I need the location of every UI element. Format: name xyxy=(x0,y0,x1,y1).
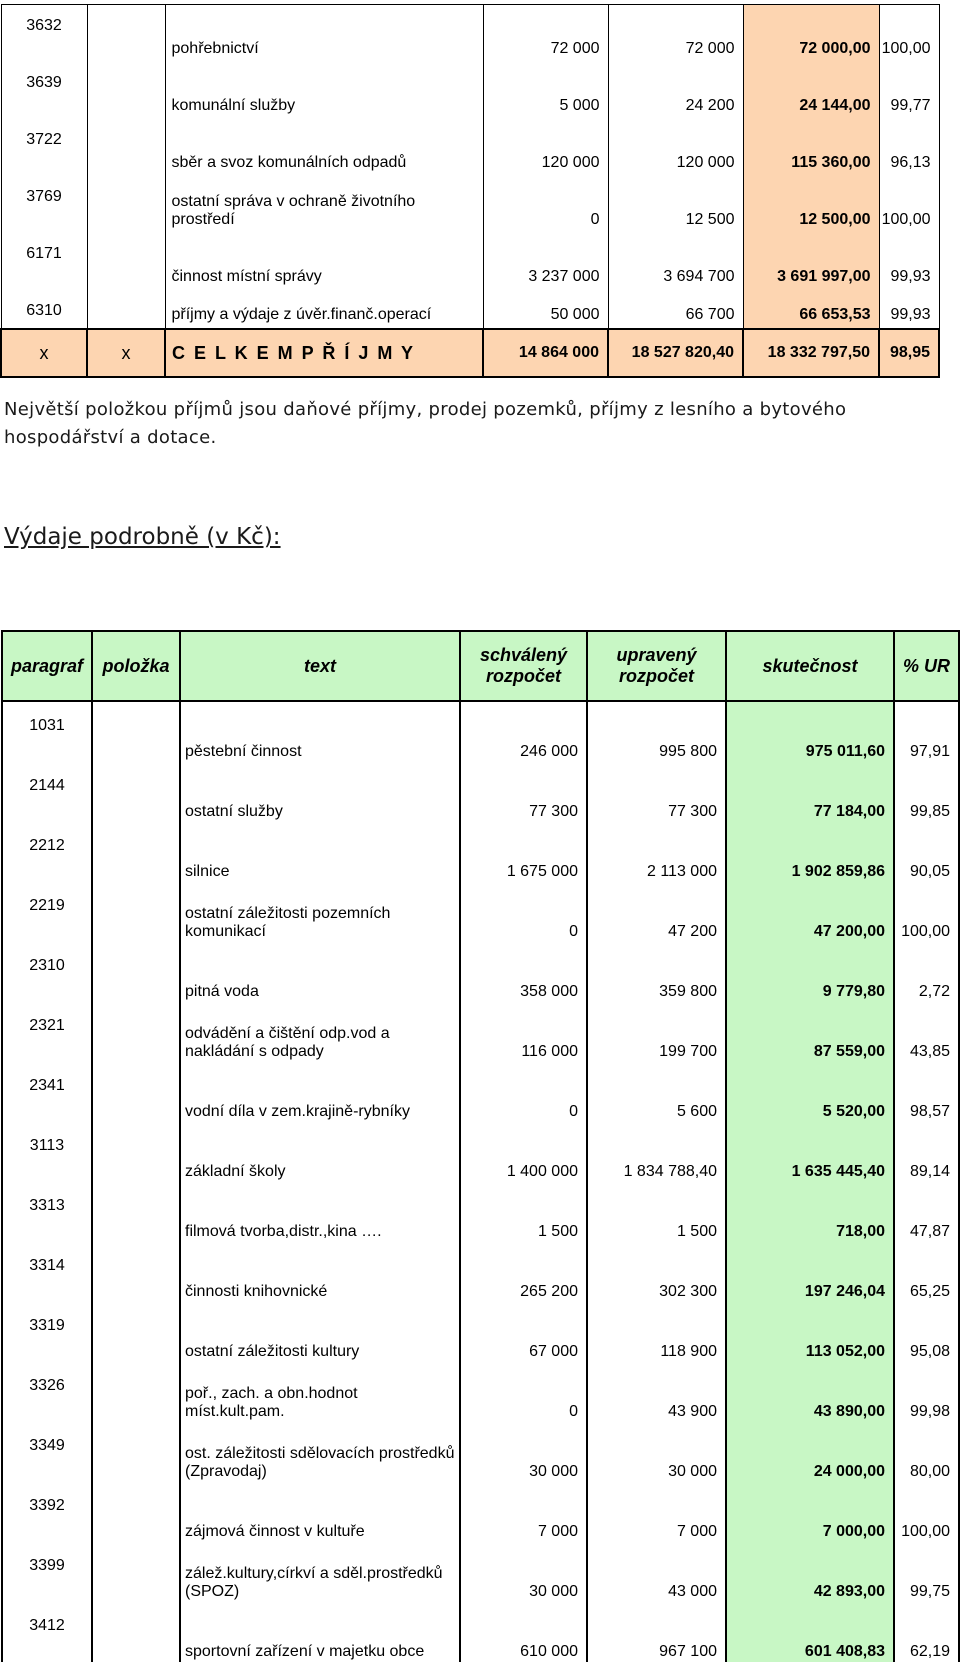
actual-cell: 601 408,83 xyxy=(726,1602,894,1662)
adjusted-cell: 43 900 xyxy=(587,1362,726,1422)
adjusted-cell: 30 000 xyxy=(587,1422,726,1482)
approved-cell: 0 xyxy=(460,1062,587,1122)
actual-cell: 7 000,00 xyxy=(726,1482,894,1542)
paragraf-cell: 3319 xyxy=(2,1302,92,1362)
polozka-cell xyxy=(87,176,165,233)
expense-row xyxy=(2,1242,959,1302)
actual-cell: 42 893,00 xyxy=(726,1542,894,1602)
income-summary-text: Největší položkou příjmů jsou daňové příjmy, prodej pozemků, příjmy z lesního a bytového hospodářství a dotace. xyxy=(4,399,847,448)
actual-cell: 9 779,80 xyxy=(726,942,894,1002)
paragraf-cell: 6310 xyxy=(1,290,87,329)
actual-cell: 1 902 859,86 xyxy=(726,822,894,882)
actual-cell: 3 691 997,00 xyxy=(743,233,879,290)
approved-cell: 1 675 000 xyxy=(460,822,587,882)
adjusted-cell: 77 300 xyxy=(587,762,726,822)
approved-cell: 265 200 xyxy=(460,1242,587,1302)
total-actual: 18 332 797,50 xyxy=(743,329,879,377)
text-cell: sportovní zařízení v majetku obce xyxy=(180,1602,460,1662)
percent-cell: 95,08 xyxy=(894,1302,959,1362)
expense-row xyxy=(2,1302,959,1362)
polozka-cell xyxy=(92,1422,180,1482)
header-percent-ur: % UR xyxy=(894,631,959,701)
total-percent: 98,95 xyxy=(879,329,939,377)
adjusted-cell: 12 500 xyxy=(608,176,743,233)
polozka-cell xyxy=(92,1602,180,1662)
percent-cell: 100,00 xyxy=(894,1482,959,1542)
approved-cell: 1 500 xyxy=(460,1182,587,1242)
paragraf-cell: 2341 xyxy=(2,1062,92,1122)
paragraf-cell: 3113 xyxy=(2,1122,92,1182)
text-cell: poř., zach. a obn.hodnot míst.kult.pam. xyxy=(180,1362,460,1422)
adjusted-cell: 302 300 xyxy=(587,1242,726,1302)
text-cell: sběr a svoz komunálních odpadů xyxy=(165,119,483,176)
paragraf-cell: 3399 xyxy=(2,1542,92,1602)
actual-cell: 113 052,00 xyxy=(726,1302,894,1362)
paragraf-cell: 3314 xyxy=(2,1242,92,1302)
polozka-cell xyxy=(87,233,165,290)
polozka-cell xyxy=(87,62,165,119)
approved-cell: 77 300 xyxy=(460,762,587,822)
percent-cell: 96,13 xyxy=(879,119,939,176)
approved-cell: 72 000 xyxy=(483,5,608,63)
approved-cell: 0 xyxy=(460,1362,587,1422)
percent-cell: 90,05 xyxy=(894,822,959,882)
text-cell: ostatní záležitosti pozemních komunikací xyxy=(180,882,460,942)
total-adjusted: 18 527 820,40 xyxy=(608,329,743,377)
text-cell: ostatní záležitosti kultury xyxy=(180,1302,460,1362)
text-cell: činnosti knihovnické xyxy=(180,1242,460,1302)
text-cell: komunální služby xyxy=(165,62,483,119)
expense-row xyxy=(2,1062,959,1122)
text-cell: zálež.kultury,církví a sděl.prostředků (SPOZ) xyxy=(180,1542,460,1602)
polozka-cell xyxy=(92,1062,180,1122)
text-cell: vodní díla v zem.krajině-rybníky xyxy=(180,1062,460,1122)
polozka-cell xyxy=(92,822,180,882)
expense-heading: Výdaje podrobně (v Kč): xyxy=(4,524,281,550)
expense-row xyxy=(2,1422,959,1482)
actual-cell: 77 184,00 xyxy=(726,762,894,822)
polozka-cell xyxy=(87,290,165,329)
header-paragraf: paragraf xyxy=(2,631,92,701)
polozka-cell xyxy=(92,1362,180,1422)
paragraf-cell: 3639 xyxy=(1,62,87,119)
expense-row xyxy=(2,822,959,882)
approved-cell: 7 000 xyxy=(460,1482,587,1542)
percent-cell: 80,00 xyxy=(894,1422,959,1482)
polozka-cell xyxy=(92,1302,180,1362)
income-table-body xyxy=(1,5,939,378)
income-row xyxy=(1,119,939,176)
income-row xyxy=(1,290,939,329)
paragraf-cell: 3326 xyxy=(2,1362,92,1422)
actual-cell: 12 500,00 xyxy=(743,176,879,233)
text-cell: silnice xyxy=(180,822,460,882)
percent-cell: 97,91 xyxy=(894,701,959,762)
polozka-cell xyxy=(92,762,180,822)
header-adjusted-budget xyxy=(587,631,726,701)
percent-cell: 89,14 xyxy=(894,1122,959,1182)
expense-row xyxy=(2,1122,959,1182)
percent-cell: 47,87 xyxy=(894,1182,959,1242)
percent-cell: 99,77 xyxy=(879,62,939,119)
actual-cell: 24 144,00 xyxy=(743,62,879,119)
percent-cell: 98,57 xyxy=(894,1062,959,1122)
adjusted-cell: 359 800 xyxy=(587,942,726,1002)
actual-cell: 24 000,00 xyxy=(726,1422,894,1482)
income-row xyxy=(1,62,939,119)
paragraf-cell: 3722 xyxy=(1,119,87,176)
expense-row xyxy=(2,1542,959,1602)
adjusted-cell: 199 700 xyxy=(587,1002,726,1062)
approved-cell: 0 xyxy=(483,176,608,233)
expense-row xyxy=(2,882,959,942)
text-cell: odvádění a čištění odp.vod a nakládání s odpady xyxy=(180,1002,460,1062)
adjusted-cell: 5 600 xyxy=(587,1062,726,1122)
polozka-cell xyxy=(92,1182,180,1242)
percent-cell: 99,85 xyxy=(894,762,959,822)
paragraf-cell: 2310 xyxy=(2,942,92,1002)
polozka-cell xyxy=(92,942,180,1002)
total-polozka-cell: x xyxy=(87,329,165,377)
polozka-cell xyxy=(92,1242,180,1302)
header-text: text xyxy=(180,631,460,701)
approved-cell: 3 237 000 xyxy=(483,233,608,290)
percent-cell: 100,00 xyxy=(894,882,959,942)
approved-cell: 0 xyxy=(460,882,587,942)
actual-cell: 975 011,60 xyxy=(726,701,894,762)
adjusted-cell: 995 800 xyxy=(587,701,726,762)
percent-cell: 99,93 xyxy=(879,233,939,290)
polozka-cell xyxy=(87,5,165,63)
percent-cell: 100,00 xyxy=(879,176,939,233)
adjusted-cell: 2 113 000 xyxy=(587,822,726,882)
paragraf-cell: 2144 xyxy=(2,762,92,822)
adjusted-cell: 7 000 xyxy=(587,1482,726,1542)
expense-row xyxy=(2,762,959,822)
expense-row xyxy=(2,1362,959,1422)
expense-row xyxy=(2,1602,959,1662)
percent-cell: 65,25 xyxy=(894,1242,959,1302)
adjusted-cell: 120 000 xyxy=(608,119,743,176)
percent-cell: 99,98 xyxy=(894,1362,959,1422)
actual-cell: 718,00 xyxy=(726,1182,894,1242)
approved-cell: 610 000 xyxy=(460,1602,587,1662)
paragraf-cell: 3349 xyxy=(2,1422,92,1482)
percent-cell: 62,19 xyxy=(894,1602,959,1662)
expense-row xyxy=(2,1482,959,1542)
expense-header-row xyxy=(2,631,959,701)
adjusted-cell: 1 834 788,40 xyxy=(587,1122,726,1182)
text-cell: ost. záležitosti sdělovacích prostředků (Zpravodaj) xyxy=(180,1422,460,1482)
text-cell: pitná voda xyxy=(180,942,460,1002)
approved-cell: 67 000 xyxy=(460,1302,587,1362)
total-label: C E L K E M P Ř Í J M Y xyxy=(165,329,483,377)
income-row xyxy=(1,233,939,290)
polozka-cell xyxy=(92,1482,180,1542)
income-row xyxy=(1,176,939,233)
paragraf-cell: 3412 xyxy=(2,1602,92,1662)
expense-table xyxy=(1,630,960,1662)
header-adjusted-line2: rozpočet xyxy=(618,666,694,686)
text-cell: filmová tvorba,distr.,kina …. xyxy=(180,1182,460,1242)
percent-cell: 100,00 xyxy=(879,5,939,63)
polozka-cell xyxy=(87,119,165,176)
paragraf-cell: 6171 xyxy=(1,233,87,290)
percent-cell: 99,75 xyxy=(894,1542,959,1602)
expense-table-body xyxy=(2,701,959,1662)
adjusted-cell: 1 500 xyxy=(587,1182,726,1242)
polozka-cell xyxy=(92,701,180,762)
text-cell: příjmy a výdaje z úvěr.finanč.operací xyxy=(165,290,483,329)
header-approved-budget xyxy=(460,631,587,701)
polozka-cell xyxy=(92,1122,180,1182)
header-approved-line2: rozpočet xyxy=(485,666,561,686)
actual-cell: 5 520,00 xyxy=(726,1062,894,1122)
actual-cell: 72 000,00 xyxy=(743,5,879,63)
approved-cell: 116 000 xyxy=(460,1002,587,1062)
text-cell: ostatní správa v ochraně životního prostředí xyxy=(165,176,483,233)
paragraf-cell: 2212 xyxy=(2,822,92,882)
polozka-cell xyxy=(92,1002,180,1062)
expense-row xyxy=(2,1182,959,1242)
paragraf-cell: 3632 xyxy=(1,5,87,63)
text-cell: pěstební činnost xyxy=(180,701,460,762)
header-adjusted-line1: upravený xyxy=(616,645,697,665)
adjusted-cell: 43 000 xyxy=(587,1542,726,1602)
income-table xyxy=(0,4,940,378)
actual-cell: 1 635 445,40 xyxy=(726,1122,894,1182)
text-cell: činnost místní správy xyxy=(165,233,483,290)
polozka-cell xyxy=(92,882,180,942)
adjusted-cell: 66 700 xyxy=(608,290,743,329)
actual-cell: 197 246,04 xyxy=(726,1242,894,1302)
actual-cell: 87 559,00 xyxy=(726,1002,894,1062)
total-paragraf-cell: x xyxy=(1,329,87,377)
income-total-row xyxy=(1,329,939,377)
approved-cell: 30 000 xyxy=(460,1542,587,1602)
paragraf-cell: 3313 xyxy=(2,1182,92,1242)
text-cell: pohřebnictví xyxy=(165,5,483,63)
adjusted-cell: 3 694 700 xyxy=(608,233,743,290)
actual-cell: 47 200,00 xyxy=(726,882,894,942)
text-cell: zájmová činnost v kultuře xyxy=(180,1482,460,1542)
adjusted-cell: 24 200 xyxy=(608,62,743,119)
approved-cell: 358 000 xyxy=(460,942,587,1002)
actual-cell: 43 890,00 xyxy=(726,1362,894,1422)
actual-cell: 115 360,00 xyxy=(743,119,879,176)
approved-cell: 120 000 xyxy=(483,119,608,176)
paragraf-cell: 2321 xyxy=(2,1002,92,1062)
adjusted-cell: 967 100 xyxy=(587,1602,726,1662)
percent-cell: 99,93 xyxy=(879,290,939,329)
text-cell: základní školy xyxy=(180,1122,460,1182)
approved-cell: 1 400 000 xyxy=(460,1122,587,1182)
paragraf-cell: 3392 xyxy=(2,1482,92,1542)
expense-row xyxy=(2,942,959,1002)
approved-cell: 246 000 xyxy=(460,701,587,762)
header-actual: skutečnost xyxy=(726,631,894,701)
adjusted-cell: 118 900 xyxy=(587,1302,726,1362)
expense-row xyxy=(2,701,959,762)
adjusted-cell: 47 200 xyxy=(587,882,726,942)
approved-cell: 50 000 xyxy=(483,290,608,329)
polozka-cell xyxy=(92,1542,180,1602)
income-row xyxy=(1,5,939,63)
paragraf-cell: 3769 xyxy=(1,176,87,233)
percent-cell: 2,72 xyxy=(894,942,959,1002)
text-cell: ostatní služby xyxy=(180,762,460,822)
expense-row xyxy=(2,1002,959,1062)
actual-cell: 66 653,53 xyxy=(743,290,879,329)
total-approved: 14 864 000 xyxy=(483,329,608,377)
paragraf-cell: 1031 xyxy=(2,701,92,762)
percent-cell: 43,85 xyxy=(894,1002,959,1062)
header-approved-line1: schválený xyxy=(479,645,568,665)
adjusted-cell: 72 000 xyxy=(608,5,743,63)
header-polozka: položka xyxy=(92,631,180,701)
approved-cell: 30 000 xyxy=(460,1422,587,1482)
approved-cell: 5 000 xyxy=(483,62,608,119)
paragraf-cell: 2219 xyxy=(2,882,92,942)
